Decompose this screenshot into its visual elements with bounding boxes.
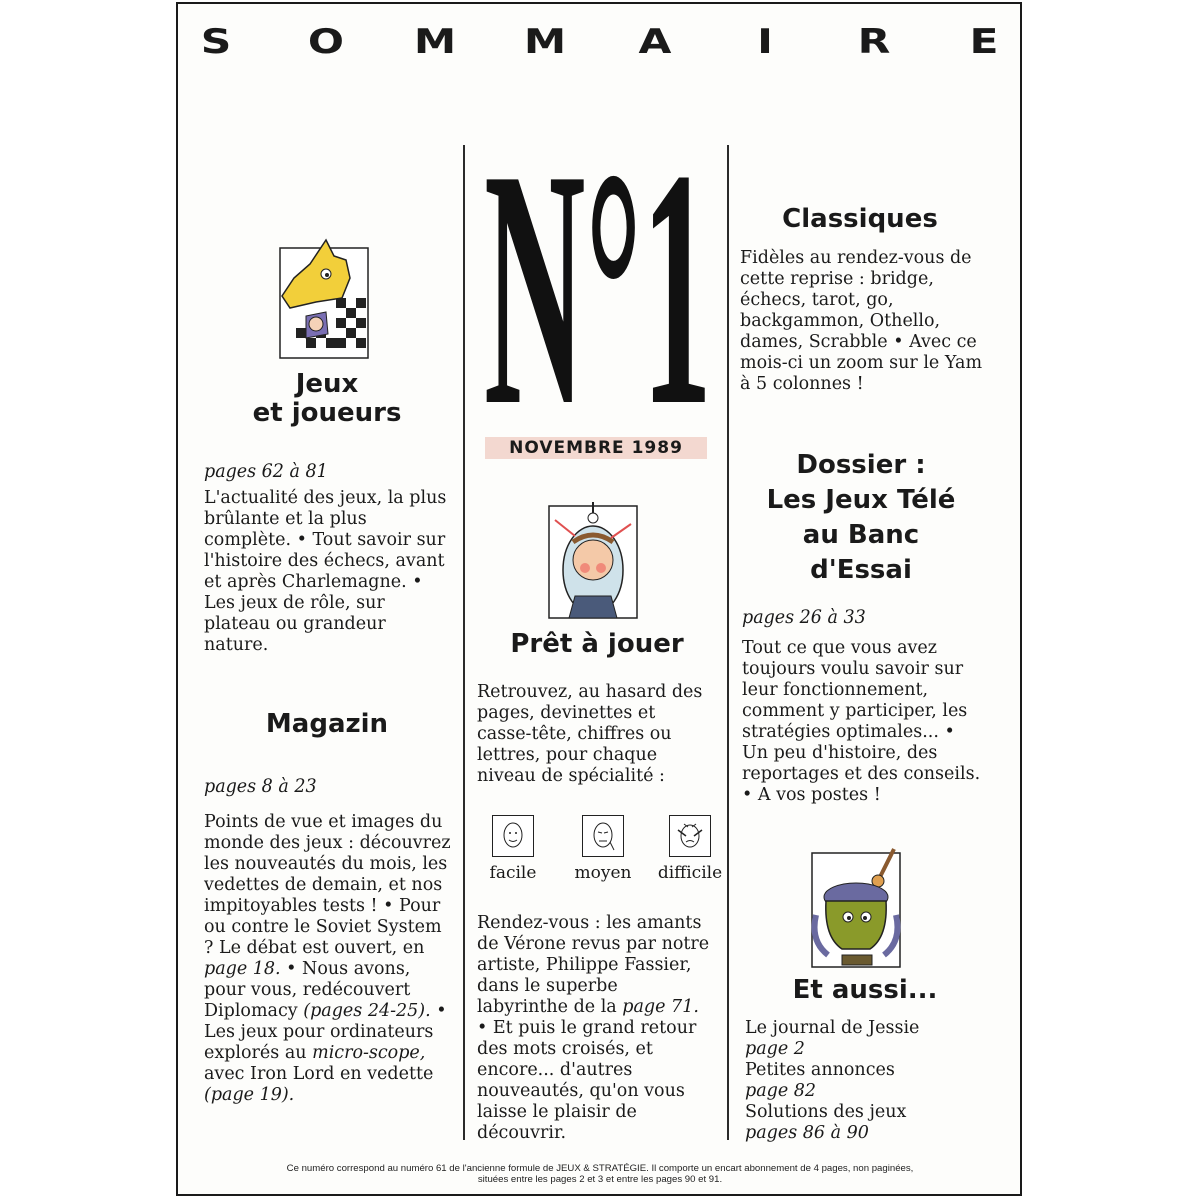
section-title-classiques xyxy=(730,205,990,234)
title-letter: E xyxy=(969,22,999,62)
title-letter: M xyxy=(414,22,457,62)
issue-date: NOVEMBRE 1989 xyxy=(485,437,707,459)
medium-face-icon xyxy=(582,815,624,857)
title-line: au Banc xyxy=(802,520,920,550)
section-title-magazin xyxy=(196,710,458,739)
text-run: avec Iron Lord en vedette xyxy=(204,1064,434,1084)
list-item-page: page 2 xyxy=(745,1039,805,1059)
list-item: Solutions des jeux xyxy=(745,1102,907,1122)
title-letter: M xyxy=(523,22,567,62)
frog-illustration xyxy=(808,845,904,971)
title-line: et joueurs xyxy=(252,398,402,429)
footnote xyxy=(196,1163,1004,1185)
micro-scope-ref: micro-scope, xyxy=(312,1043,426,1063)
dossier-pages: pages 26 à 33 xyxy=(742,606,866,628)
title-line: d'Essai xyxy=(810,555,912,585)
title-letter: A xyxy=(638,22,672,62)
magazin-pages: pages 8 à 23 xyxy=(204,775,317,797)
page-title-sommaire xyxy=(196,18,1004,66)
magazin-paragraph xyxy=(204,812,454,1106)
list-item-page: pages 86 à 90 xyxy=(745,1123,869,1143)
level-label: moyen xyxy=(574,863,632,883)
title-letter: S xyxy=(200,22,232,62)
text-run: • Nous avons, pour vous, redécouvert Diplomacy xyxy=(204,959,411,1021)
footnote-line: situées entre les pages 2 et 3 et entre les pages 90 et 91. xyxy=(477,1174,723,1185)
title-line: Et aussi... xyxy=(792,975,938,1005)
title-line: Les Jeux Télé xyxy=(766,485,956,515)
footnote-line: Ce numéro correspond au numéro 61 de l'ancienne formule de JEUX & STRATÉGIE. Il comporte un encart abonnement de 4 pages, non paginées, xyxy=(286,1163,914,1174)
title-line: Magazin xyxy=(265,709,389,739)
hard-face-icon xyxy=(669,815,711,857)
issue-number: N°1 xyxy=(484,100,712,420)
pret-text xyxy=(477,913,713,1144)
title-line: Dossier : xyxy=(796,450,926,480)
title-letter: O xyxy=(307,22,344,62)
section-title-dossier xyxy=(730,448,992,588)
aussi-list xyxy=(745,1018,989,1144)
player-illustration xyxy=(545,500,641,622)
dossier-text xyxy=(742,638,986,806)
text-run: Rendez-vous : les amants de Vérone revus par notre artiste, Philippe Fassier, dans le superbe labyrinthe de la xyxy=(477,913,710,1017)
page-ref: (page 19). xyxy=(204,1085,295,1105)
page-ref: (pages 24-25). xyxy=(303,1001,431,1021)
dossier-paragraph: Tout ce que vous avez toujours voulu savoir sur leur fonctionnement, comment y participer, les stratégies optimales... • Un peu d'histoire, des reportages et des conseils. • A vos postes ! xyxy=(742,638,981,805)
level-easy xyxy=(482,815,544,883)
title-line: Classiques xyxy=(782,204,938,234)
text-run: • Les jeux pour ordinateurs explorés au xyxy=(204,1001,447,1063)
pret-intro xyxy=(477,682,713,787)
title-line: Jeux xyxy=(295,369,359,399)
horse-knight-illustration xyxy=(276,238,372,362)
list-item: Petites annonces xyxy=(745,1060,895,1080)
level-medium xyxy=(568,815,638,883)
section-title-aussi xyxy=(730,976,1000,1005)
title-letter: I xyxy=(756,22,773,62)
magazin-text xyxy=(204,812,454,1106)
text-run: Points de vue et images du monde des jeux : découvrez les nouveautés du mois, les vedettes de demain, et nos impitoyables tests ! • Pour ou contre le Soviet System ? Le débat est ouvert, en xyxy=(204,812,451,958)
page-ref: page 18. xyxy=(204,959,281,979)
jeux-text xyxy=(204,488,454,656)
level-label: facile xyxy=(489,863,537,883)
pret-intro-paragraph: Retrouvez, au hasard des pages, devinettes et casse-tête, chiffres ou lettres, pour chaque niveau de spécialité : xyxy=(477,682,703,786)
text-run: • Et puis le grand retour des mots croisés, et encore... d'autres nouveautés, qu'on vous laisse le plaisir de découvrir. xyxy=(477,1018,697,1143)
title-line: Prêt à jouer xyxy=(510,629,684,659)
list-item-page: page 82 xyxy=(745,1081,817,1101)
classiques-paragraph: Fidèles au rendez-vous de cette reprise : bridge, échecs, tarot, go, backgammon, Othello, dames, Scrabble • Avec ce mois-ci un zoom sur le Yam à 5 colonnes ! xyxy=(740,248,983,394)
level-label: difficile xyxy=(657,863,723,883)
list-item: Le journal de Jessie xyxy=(745,1018,920,1038)
title-letter: R xyxy=(857,22,891,62)
jeux-pages: pages 62 à 81 xyxy=(204,460,328,482)
column-divider-left xyxy=(463,145,465,1140)
easy-face-icon xyxy=(492,815,534,857)
issue-number-graphic xyxy=(482,100,714,420)
pret-paragraph xyxy=(477,913,713,1144)
jeux-paragraph: L'actualité des jeux, la plus brûlante et la plus complète. • Tout savoir sur l'histoire des échecs, avant et après Charlemagne. • Les jeux de rôle, sur plateau ou grandeur nature. xyxy=(204,488,447,655)
page-ref: page 71. xyxy=(622,997,699,1017)
section-title-pret xyxy=(466,630,728,659)
classiques-text xyxy=(740,248,984,395)
section-title-jeux xyxy=(196,370,458,428)
level-hard xyxy=(652,815,728,883)
